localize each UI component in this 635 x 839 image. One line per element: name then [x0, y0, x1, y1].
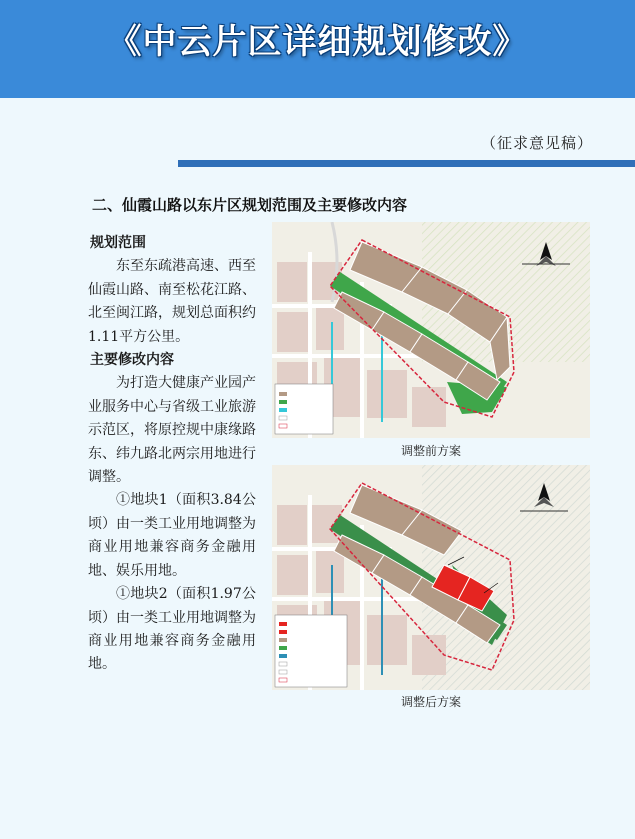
map-before	[272, 222, 590, 438]
map-before-caption: 调整前方案	[400, 444, 461, 458]
draft-label: （征求意见稿）	[480, 134, 593, 152]
section-heading: 二、仙霞山路以东片区规划范围及主要修改内容	[92, 196, 408, 214]
scope-paragraph: 东至东疏港高速、西至仙霞山路、南至松花江路、北至闽江路，规划总面积约1.11平方公里。	[88, 258, 256, 345]
plot1-paragraph: ①地块1（面积3.84公顷）由一类工业用地调整为商业用地兼容商务金融用地、娱乐用地。	[88, 492, 256, 579]
map-after	[272, 465, 590, 690]
changes-heading: 主要修改内容	[90, 352, 174, 369]
changes-intro-paragraph: 为打造大健康产业园产业服务中心与省级工业旅游示范区，将原控规中康缘路东、纬九路北两宗用地进行调整。	[88, 375, 256, 486]
map-before-graphic	[272, 222, 590, 438]
page-title: 《中云片区详细规划修改》	[107, 22, 528, 62]
map-after-caption: 调整后方案	[400, 695, 461, 709]
plot2-paragraph: ①地块2（面积1.97公顷）由一类工业用地调整为商业用地兼容商务金融用地。	[88, 586, 256, 673]
body-text	[88, 232, 256, 677]
scope-heading: 规划范围	[90, 235, 146, 251]
header-divider	[178, 160, 635, 167]
map-after-graphic	[272, 465, 590, 690]
